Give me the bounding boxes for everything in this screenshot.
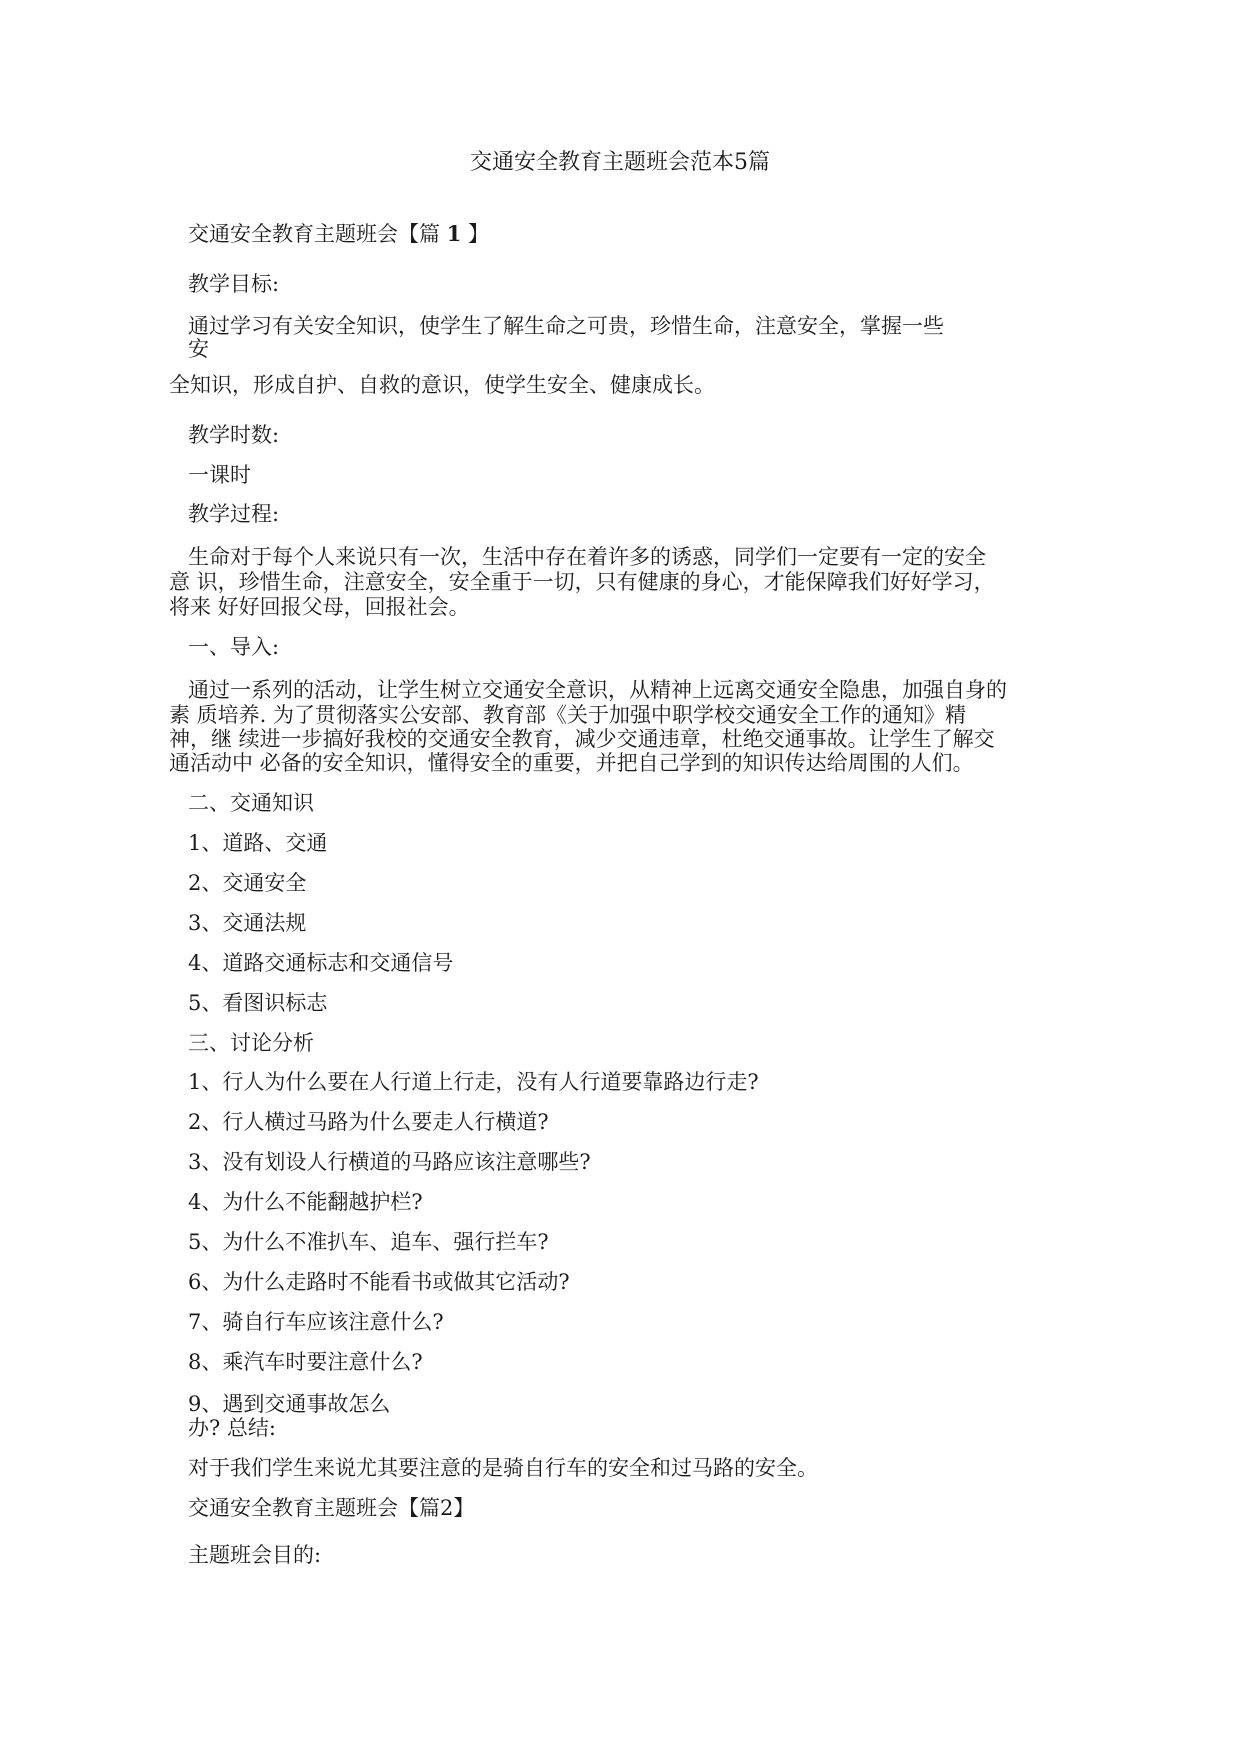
- summary-text: 对于我们学生来说尤其要注意的是骑自行车的安全和过马路的安全。: [188, 1456, 818, 1480]
- discussion-item-9: 9、遇到交通事故怎么: [188, 1392, 391, 1416]
- discussion-item: 4、为什么不能翻越护栏?: [188, 1190, 423, 1214]
- section1-heading-suffix: 】: [461, 222, 489, 246]
- section1-heading-prefix: 交通安全教育主题班会【篇: [188, 222, 447, 246]
- discussion-item: 7、骑自行车应该注意什么?: [188, 1310, 444, 1334]
- import-para-line4: 通活动中 必备的安全知识，懂得安全的重要，并把自己学到的知识传达给周围的人们。: [169, 751, 974, 775]
- knowledge-item: 1、道路、交通: [188, 831, 328, 855]
- knowledge-item: 4、道路交通标志和交通信号: [188, 951, 454, 975]
- intro-para-line2: 意 识，珍惜生命，注意安全，安全重于一切，只有健康的身心，才能保障我们好好学习，: [169, 570, 995, 594]
- objective-line1-tail: 安: [188, 337, 209, 361]
- objective-part-1: 通过学习有关安全知识，使学生了解生命之可贵，: [188, 314, 650, 338]
- section2-heading: 交通安全教育主题班会【篇2】: [188, 1496, 475, 1520]
- objective-part-3: 注意安全，: [755, 314, 860, 338]
- objective-line1: [188, 312, 944, 340]
- document-title: 交通安全教育主题班会范本5篇: [470, 150, 770, 175]
- import-para-line1: 通过一系列的活动，让学生树立交通安全意识，从精神上远离交通安全隐患，加强自身的: [188, 678, 1007, 702]
- discussion-item: 3、没有划设人行横道的马路应该注意哪些?: [188, 1150, 591, 1174]
- discussion-item: 2、行人横过马路为什么要走人行横道?: [188, 1110, 549, 1134]
- objective-line2: 全知识，形成自护、自救的意识，使学生安全、健康成长。: [169, 373, 715, 397]
- intro-para-line1: 生命对于每个人来说只有一次，生活中存在着许多的诱惑，同学们一定要有一定的安全: [188, 545, 986, 569]
- knowledge-item: 3、交通法规: [188, 911, 307, 935]
- discussion-item: 1、行人为什么要在人行道上行走，没有人行道要靠路边行走?: [188, 1070, 759, 1094]
- section-knowledge-heading: 二、交通知识: [188, 791, 314, 815]
- knowledge-item: 5、看图识标志: [188, 991, 328, 1015]
- discussion-item: 8、乘汽车时要注意什么?: [188, 1350, 423, 1374]
- discussion-item: 6、为什么走路时不能看书或做其它活动?: [188, 1270, 570, 1294]
- knowledge-item: 2、交通安全: [188, 871, 307, 895]
- discussion-item: 5、为什么不准扒车、追车、强行拦车?: [188, 1230, 549, 1254]
- import-para-line2: 素 质培养. 为了贯彻落实公安部、教育部《关于加强中职学校交通安全工作的通知》精: [169, 703, 967, 727]
- hours-value: 一课时: [188, 463, 251, 487]
- hours-label: 教学时数:: [188, 423, 280, 447]
- import-para-line3: 神，继 续进一步搞好我校的交通安全教育，减少交通违章，杜绝交通事故。让学生了解交: [169, 727, 995, 751]
- objective-part-4: 掌握一些: [860, 314, 944, 338]
- section-discussion-heading: 三、讨论分析: [188, 1031, 314, 1055]
- objective-part-2: 珍惜生命，: [650, 314, 755, 338]
- section1-heading: [188, 220, 489, 248]
- discussion-item-9-cont: 办? 总结:: [188, 1416, 277, 1440]
- goal-label: 主题班会目的:: [188, 1543, 322, 1567]
- section1-heading-number: 1: [446, 221, 462, 246]
- section-import-heading: 一、导入:: [188, 635, 280, 659]
- process-label: 教学过程:: [188, 502, 280, 526]
- intro-para-line3: 将来 好好回报父母，回报社会。: [169, 595, 470, 619]
- objective-label: 教学目标:: [188, 272, 280, 296]
